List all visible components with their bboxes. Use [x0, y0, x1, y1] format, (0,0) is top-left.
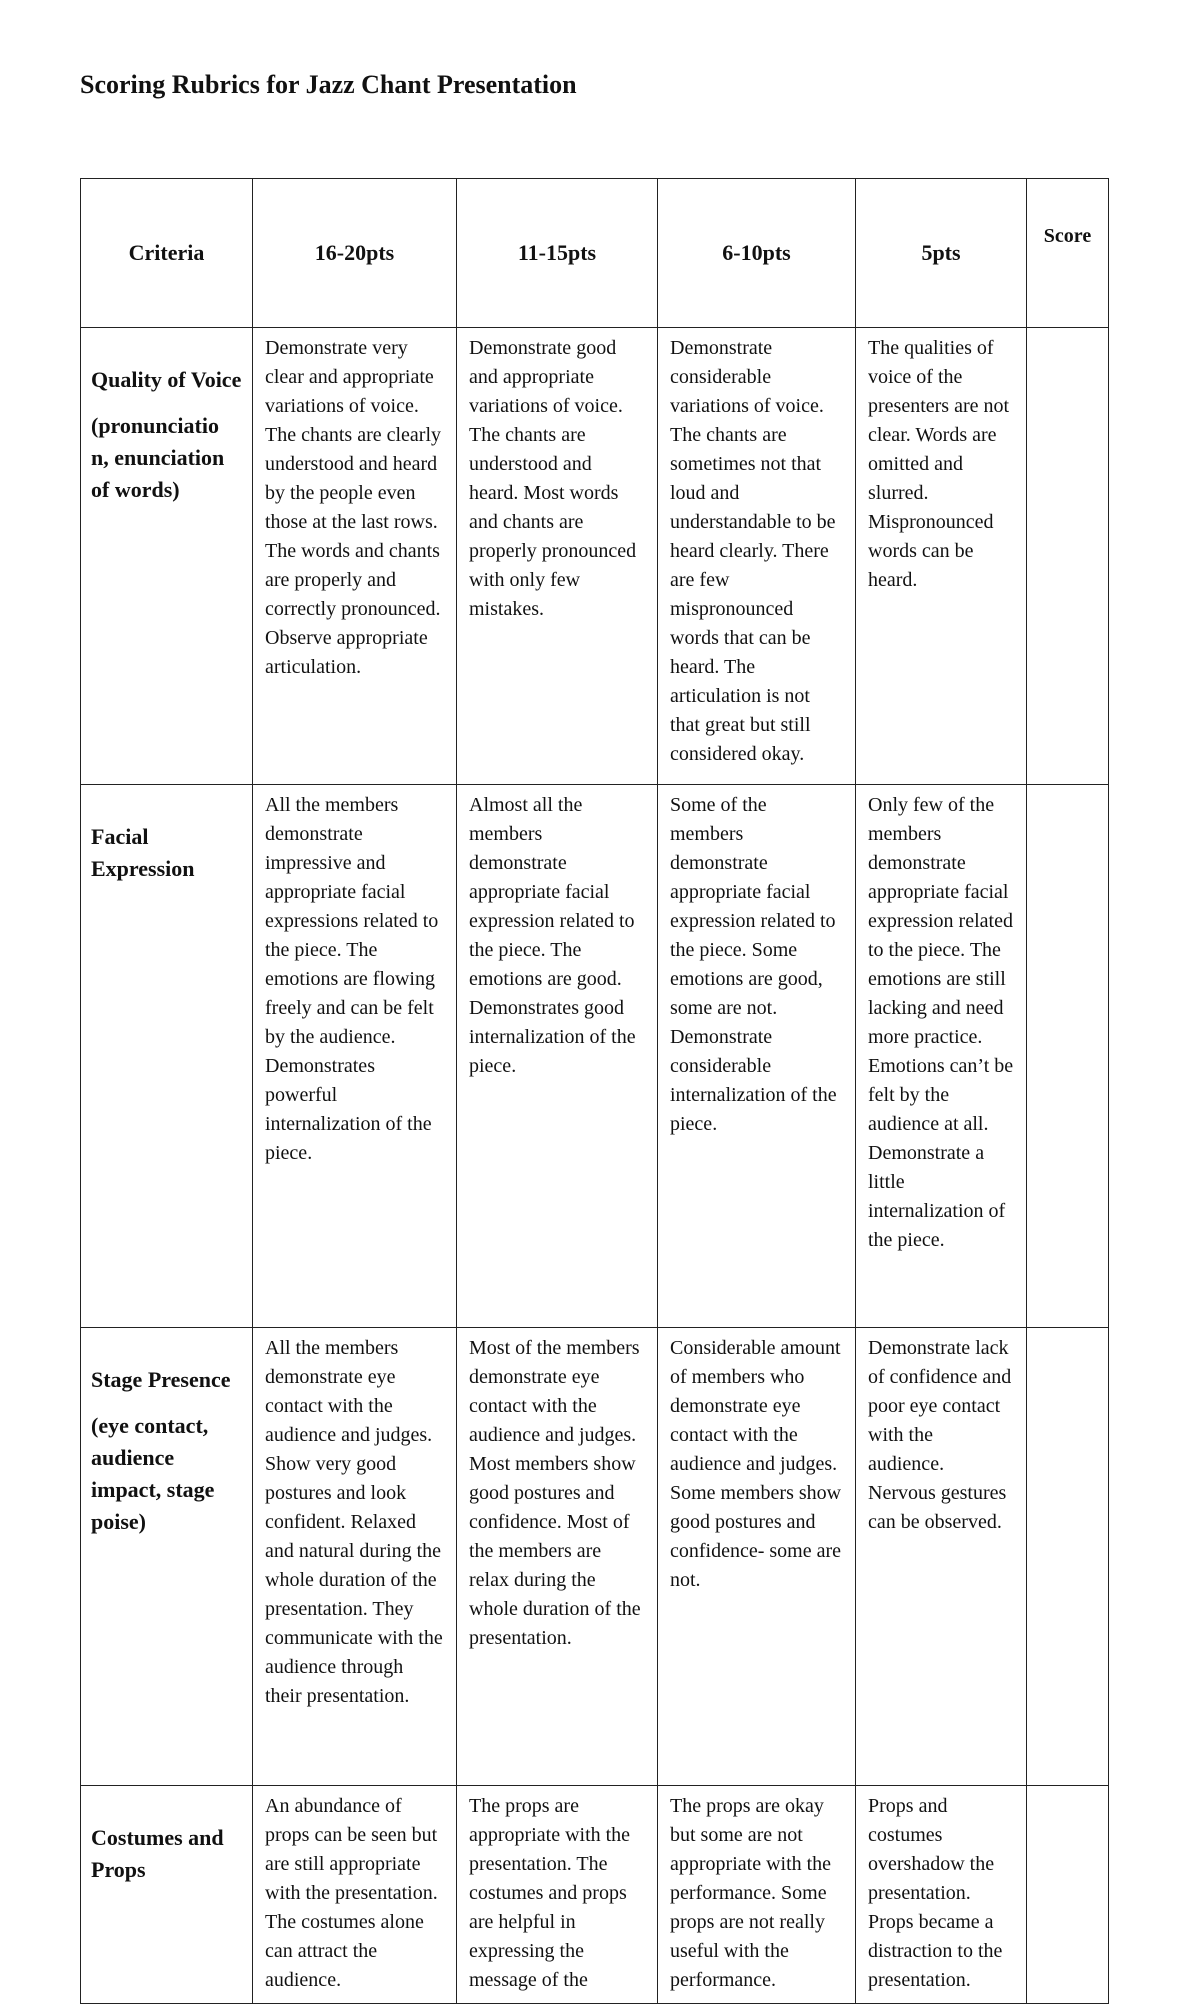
table-row [81, 1786, 1109, 2004]
criteria-label: Costumes and Props [91, 1825, 224, 1882]
descriptor-5pts: Demonstrate lack of confidence and poor eye contact with the audience. Nervous gestures can be observed. [856, 1328, 1027, 1786]
score-cell[interactable] [1027, 328, 1109, 785]
header-11-15pts: 11-15pts [457, 179, 658, 328]
descriptor-16-20pts: Demonstrate very clear and appropriate variations of voice. The chants are clearly understood and heard by the people even those at the last rows. The words and chants are properly and correctly pronounced. Observe appropriate articulation. [253, 328, 457, 785]
descriptor-11-15pts: The props are appropriate with the presentation. The costumes and props are helpful in expressing the message of the [457, 1786, 658, 2004]
descriptor-16-20pts: All the members demonstrate eye contact with the audience and judges. Show very good postures and look confident. Relaxed and natural during the whole duration of the presentation. They communicate with the audience through their presentation. [253, 1328, 457, 1786]
descriptor-5pts: The qualities of voice of the presenters are not clear. Words are omitted and slurred. Mispronounced words can be heard. [856, 328, 1027, 785]
header-5pts: 5pts [856, 179, 1027, 328]
document-title: Scoring Rubrics for Jazz Chant Presentation [80, 70, 577, 99]
criteria-cell [81, 328, 253, 785]
descriptor-6-10pts: The props are okay but some are not appropriate with the performance. Some props are not really useful with the performance. [658, 1786, 856, 2004]
header-6-10pts: 6-10pts [658, 179, 856, 328]
descriptor-5pts: Props and costumes overshadow the presentation. Props became a distraction to the presentation. [856, 1786, 1027, 2004]
table-row [81, 785, 1109, 1328]
descriptor-6-10pts: Demonstrate considerable variations of voice. The chants are sometimes not that loud and understandable to be heard clearly. There are few mispronounced words that can be heard. The articulation is not that great but still considered okay. [658, 328, 856, 785]
table-row [81, 1328, 1109, 1786]
descriptor-5pts: Only few of the members demonstrate appropriate facial expression related to the piece. The emotions are still lacking and need more practice. Emotions can’t be felt by the audience at all. Demonstrate a little internalization of the piece. [856, 785, 1027, 1328]
criteria-cell [81, 1328, 253, 1786]
rubric-table [80, 178, 1109, 2004]
criteria-cell [81, 785, 253, 1328]
criteria-sublabel: (eye contact, audience impact, stage poise) [91, 1413, 215, 1534]
header-row [81, 179, 1109, 328]
score-cell[interactable] [1027, 1786, 1109, 2004]
criteria-sublabel: (pronunciatio n, enunciation of words) [91, 413, 225, 502]
score-cell[interactable] [1027, 785, 1109, 1328]
score-cell[interactable] [1027, 1328, 1109, 1786]
descriptor-16-20pts: All the members demonstrate impressive and appropriate facial expressions related to the piece. The emotions are flowing freely and can be felt by the audience. Demonstrates powerful internalization of the piece. [253, 785, 457, 1328]
criteria-label: Quality of Voice [91, 367, 242, 392]
descriptor-11-15pts: Demonstrate good and appropriate variations of voice. The chants are understood and heard. Most words and chants are properly pronounced with only few mistakes. [457, 328, 658, 785]
criteria-cell [81, 1786, 253, 2004]
criteria-label: Stage Presence [91, 1367, 231, 1392]
descriptor-16-20pts: An abundance of props can be seen but are still appropriate with the presentation. The costumes alone can attract the audience. [253, 1786, 457, 2004]
descriptor-6-10pts: Considerable amount of members who demonstrate eye contact with the audience and judges. Some members show good postures and confidence- some are not. [658, 1328, 856, 1786]
header-16-20pts: 16-20pts [253, 179, 457, 328]
criteria-label: Facial Expression [91, 824, 195, 881]
table-row [81, 328, 1109, 785]
descriptor-11-15pts: Almost all the members demonstrate appropriate facial expression related to the piece. The emotions are good. Demonstrates good internalization of the piece. [457, 785, 658, 1328]
descriptor-11-15pts: Most of the members demonstrate eye contact with the audience and judges. Most members show good postures and confidence. Most of the members are relax during the whole duration of the presentation. [457, 1328, 658, 1786]
header-criteria: Criteria [81, 179, 253, 328]
header-score: Score [1027, 179, 1109, 328]
descriptor-6-10pts: Some of the members demonstrate appropriate facial expression related to the piece. Some emotions are good, some are not. Demonstrate considerable internalization of the piece. [658, 785, 856, 1328]
